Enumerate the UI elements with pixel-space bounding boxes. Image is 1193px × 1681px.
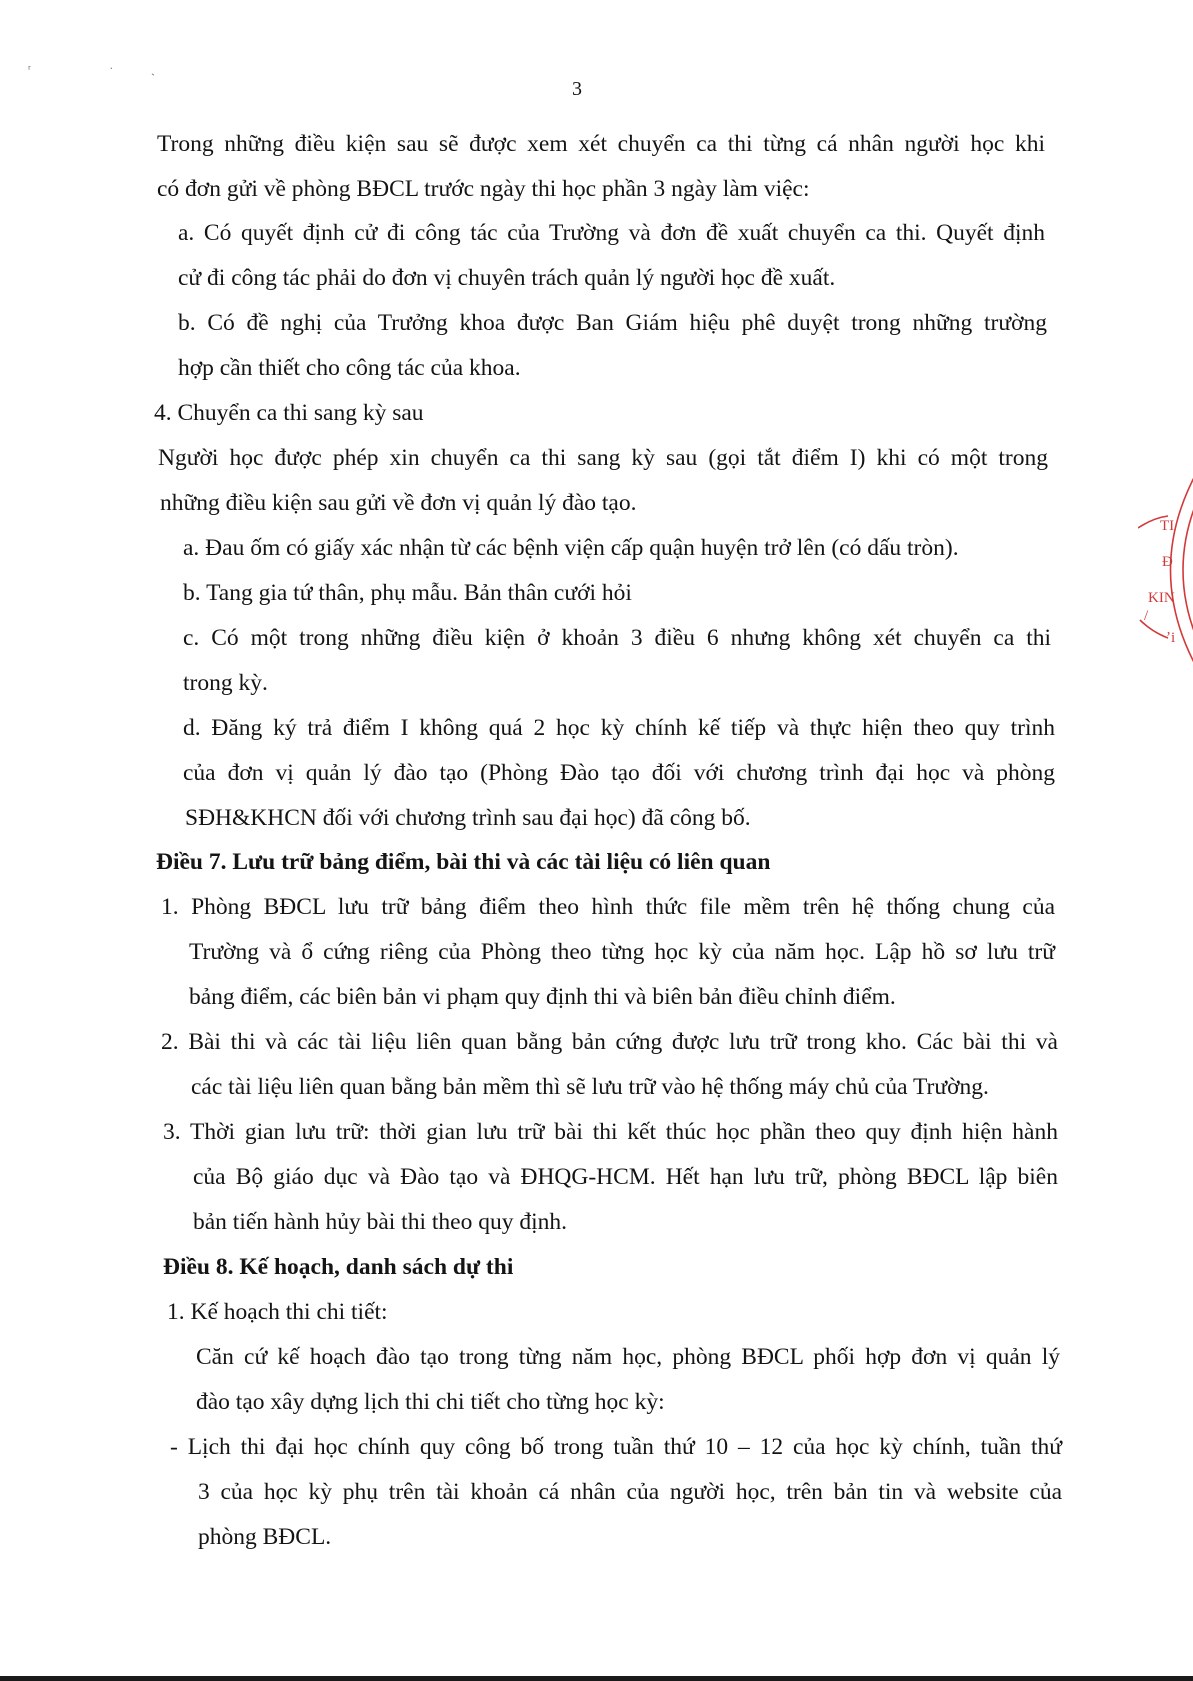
stamp-fragment: ʼi	[1166, 630, 1176, 646]
numbered-item-text: của Bộ giáo dục và Đào tạo và ĐHQG-HCM. Hết hạn lưu trữ, phòng BĐCL lập biên	[193, 1164, 1058, 1190]
numbered-item-text: các tài liệu liên quan bằng bản mềm thì sẽ lưu trữ vào hệ thống máy chủ của Trường.	[191, 1074, 989, 1100]
list-item-text: SĐH&KHCN đối với chương trình sau đại học) đã công bố.	[185, 805, 751, 831]
list-item-text: cử đi công tác phải do đơn vị chuyên trách quản lý người học đề xuất.	[178, 265, 836, 291]
list-item-text: của đơn vị quản lý đào tạo (Phòng Đào tạo đối với chương trình đại học và phòng	[183, 760, 1055, 786]
text-line: những điều kiện sau gửi về đơn vị quản lý đào tạo.	[160, 490, 637, 516]
list-item-text: d. Đăng ký trả điểm I không quá 2 học kỳ chính kế tiếp và thực hiện theo quy trình	[183, 715, 1055, 741]
scan-marks: ʳ ˑˎ	[28, 62, 193, 76]
stamp-fragment: /	[1144, 608, 1149, 624]
text-line: Người học được phép xin chuyển ca thi sang kỳ sau (gọi tắt điểm I) khi có một trong	[158, 445, 1048, 471]
text-line: có đơn gửi về phòng BĐCL trước ngày thi học phần 3 ngày làm việc:	[157, 176, 810, 202]
bullet-item-text: 3 của học kỳ phụ trên tài khoản cá nhân của người học, trên bản tin và website của	[198, 1479, 1062, 1505]
stamp-seal-graphic	[1138, 470, 1193, 670]
article-heading: Điều 7. Lưu trữ bảng điểm, bài thi và các tài liệu có liên quan	[156, 849, 771, 875]
text-line: Trong những điều kiện sau sẽ được xem xét chuyển ca thi từng cá nhân người học khi	[157, 131, 1045, 157]
numbered-item-text: Trường và ổ cứng riêng của Phòng theo từng học kỳ của năm học. Lập hồ sơ lưu trữ	[189, 939, 1055, 965]
numbered-item-text: 3. Thời gian lưu trữ: thời gian lưu trữ bài thi kết thúc học phần theo quy định hiện hành	[163, 1119, 1058, 1145]
numbered-item-text: 1. Kế hoạch thi chi tiết:	[167, 1299, 388, 1325]
list-item-text: a. Đau ốm có giấy xác nhận từ các bệnh viện cấp quận huyện trở lên (có dấu tròn).	[183, 535, 959, 561]
article-heading: Điều 8. Kế hoạch, danh sách dự thi	[163, 1254, 514, 1280]
page-number: 3	[572, 78, 582, 100]
numbered-item-text: 1. Phòng BĐCL lưu trữ bảng điểm theo hình thức file mềm trên hệ thống chung của	[161, 894, 1055, 920]
list-item-text: hợp cần thiết cho công tác của khoa.	[178, 355, 521, 381]
list-item-text: trong kỳ.	[183, 670, 268, 696]
numbered-item-text: 2. Bài thi và các tài liệu liên quan bằng bản cứng được lưu trữ trong kho. Các bài thi và	[161, 1029, 1058, 1055]
numbered-item-text: bản tiến hành hủy bài thi theo quy định.	[193, 1209, 567, 1235]
list-item-text: a. Có quyết định cử đi công tác của Trường và đơn đề xuất chuyển ca thi. Quyết định	[178, 220, 1045, 246]
stamp-seal	[1138, 470, 1193, 670]
section-heading: 4. Chuyển ca thi sang kỳ sau	[154, 400, 424, 426]
numbered-item-text: bảng điểm, các biên bản vi phạm quy định thi và biên bản điều chỉnh điểm.	[189, 984, 896, 1010]
stamp-fragment: TI	[1160, 518, 1175, 534]
text-line: đào tạo xây dựng lịch thi chi tiết cho từng học kỳ:	[196, 1389, 665, 1415]
text-line: Căn cứ kế hoạch đào tạo trong từng năm học, phòng BĐCL phối hợp đơn vị quản lý	[196, 1344, 1060, 1370]
stamp-fragment: Đ	[1162, 554, 1173, 570]
bullet-item-text: - Lịch thi đại học chính quy công bố trong tuần thứ 10 – 12 của học kỳ chính, tuần thứ	[170, 1434, 1062, 1460]
stamp-fragment: KIN	[1148, 590, 1175, 606]
scan-bottom-edge	[0, 1676, 1193, 1681]
list-item-text: b. Có đề nghị của Trưởng khoa được Ban Giám hiệu phê duyệt trong những trường	[178, 310, 1047, 336]
list-item-text: b. Tang gia tứ thân, phụ mẫu. Bản thân cưới hỏi	[183, 580, 632, 606]
bullet-item-text: phòng BĐCL.	[198, 1524, 332, 1550]
list-item-text: c. Có một trong những điều kiện ở khoản 3 điều 6 nhưng không xét chuyển ca thi	[183, 625, 1051, 651]
